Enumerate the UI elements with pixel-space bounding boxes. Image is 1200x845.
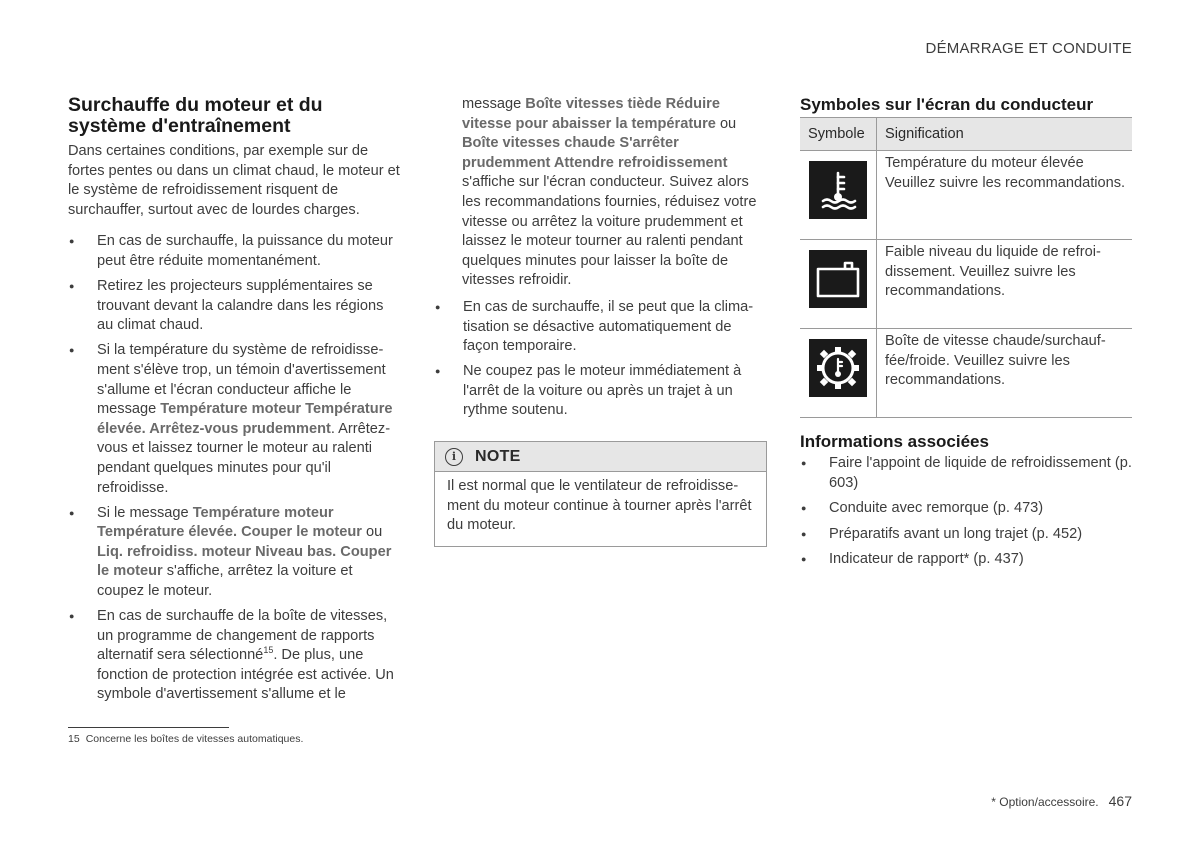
related-links-list (800, 454, 1132, 570)
display-message: Température moteur Température élevée. Couper le moteur (97, 504, 362, 541)
display-message: Température moteur Température élevée. Arrêtez-vous prudemment (97, 401, 393, 437)
intro-paragraph: Dans certaines conditions, par exemple sur de fortes pentes ou dans un climat chaud, le moteur et le système de refroidissement risquent de surchauffer, surtout avec de lourdes charges. (68, 143, 400, 218)
continued-paragraph: message Boîte vitesses tiède Réduire vitesse pour abaisser la température ou Boîte vitesses chaude S'arrêter prudemment Attendre refroidissement s'affiche sur l'écran conducteur. Suivez alors les recommandations fournies, réduisez votre vitesse ou arrêtez la voiture prudemment et laissez le moteur tourner au ralenti pendant quelques minutes pour laisser la boîte de vitesses refroidir. (462, 96, 757, 289)
symbol-meaning: Faible niveau du liquide de refroidissement. Veuillez suivre les recommandations. (877, 240, 1133, 329)
list-item: ● En cas de surchauffe, la puissance du moteur peut être réduite momentanément. (68, 232, 400, 271)
list-item: ● En cas de surchauffe de la boîte de vitesses, un programme de changement de rapports alternatif sera sélectionné$^{15}$. De plus, une fonction de protection intégrée est activée. Un symbole d'avertissement s'allume et le (68, 607, 400, 705)
display-message: Boîte vitesses tiède Réduire vitesse pour abaisser la température (462, 96, 720, 132)
related-info-title: Informations associées (800, 432, 989, 451)
display-message: Boîte vitesses chaude S'arrêter prudemment Attendre refroidissement (462, 135, 728, 171)
footnote-number: 15 (68, 733, 80, 745)
info-icon: i (445, 448, 463, 466)
footnote (68, 733, 303, 745)
engine-temperature-icon (809, 161, 867, 219)
column-header-meaning: Signification (877, 118, 1133, 151)
table-row (800, 151, 1132, 240)
related-link[interactable]: ● Indicateur de rapport* (p. 437) (800, 550, 1132, 570)
overheat-bullet-list-2 (434, 298, 767, 421)
display-message: Liq. refroidiss. moteur Niveau bas. Couper le moteur (97, 543, 392, 580)
table-row (800, 240, 1132, 329)
list-item: ● Ne coupez pas le moteur immédiatement à l'arrêt de la voiture ou après un trajet à un rythme soutenu. (434, 362, 767, 421)
table-header-row (800, 118, 1132, 151)
table-row (800, 329, 1132, 418)
symbol-meaning: Boîte de vitesse chaude/surchauffée/froide. Veuillez suivre les recommandations. (877, 329, 1133, 418)
symbols-title: Symboles sur l'écran du conducteur (800, 95, 1094, 114)
page-number: 467 (1108, 793, 1132, 809)
note-box (434, 441, 767, 547)
related-link[interactable]: ● Préparatifs avant un long trajet (p. 452) (800, 525, 1132, 545)
footnote-reference[interactable]: 15 (263, 645, 274, 656)
overheat-bullet-list (68, 232, 400, 705)
symbol-meaning: Température du moteur élevée Veuillez suivre les recommandations. (877, 151, 1133, 240)
list-item: ● Si la température du système de refroidissement s'élève trop, un témoin d'avertissement s'allume et l'écran conducteur affiche le message Température moteur Température élevée. Arrêtez-vous prudemment. Arrêtez-vous et laissez tourner le moteur au ralenti pendant quelques minutes pour qu'il refroidisse. (68, 341, 400, 498)
note-title: NOTE (475, 447, 521, 465)
note-body: Il est normal que le ventilateur de refroidissement du moteur continue à tourner après l'arrêt du moteur. (447, 478, 752, 534)
footnote-text: Concerne les boîtes de vitesses automatiques. (85, 733, 304, 745)
note-header (435, 442, 766, 472)
related-link[interactable]: ● Faire l'appoint de liquide de refroidissement (p. 603) (800, 454, 1132, 493)
column-2 (447, 95, 767, 547)
footnote-divider (68, 727, 229, 728)
column-1 (68, 95, 400, 711)
symbols-table (800, 117, 1132, 418)
list-item: ● En cas de surchauffe, il se peut que la climatisation se désactive automatiquement de façon temporaire. (434, 298, 767, 357)
column-header-symbol: Symbole (800, 118, 877, 151)
option-note: * Option/accessoire. (991, 795, 1099, 809)
list-item: ● Retirez les projecteurs supplémentaires se trouvant devant la calandre dans les régions au climat chaud. (68, 277, 400, 336)
page-footer (991, 793, 1132, 809)
list-item: ● Si le message Température moteur Température élevée. Couper le moteur ou Liq. refroidiss. moteur Niveau bas. Couper le moteur s'affiche, arrêtez la voiture et coupez le moteur. (68, 504, 400, 602)
section-title: Surchauffe du moteur et du système d'entraînement (68, 94, 323, 137)
coolant-level-icon (809, 250, 867, 308)
related-link[interactable]: ● Conduite avec remorque (p. 473) (800, 499, 1132, 519)
column-3 (800, 95, 1132, 576)
transmission-temperature-icon (809, 339, 867, 397)
section-header: DÉMARRAGE ET CONDUITE (925, 40, 1132, 57)
